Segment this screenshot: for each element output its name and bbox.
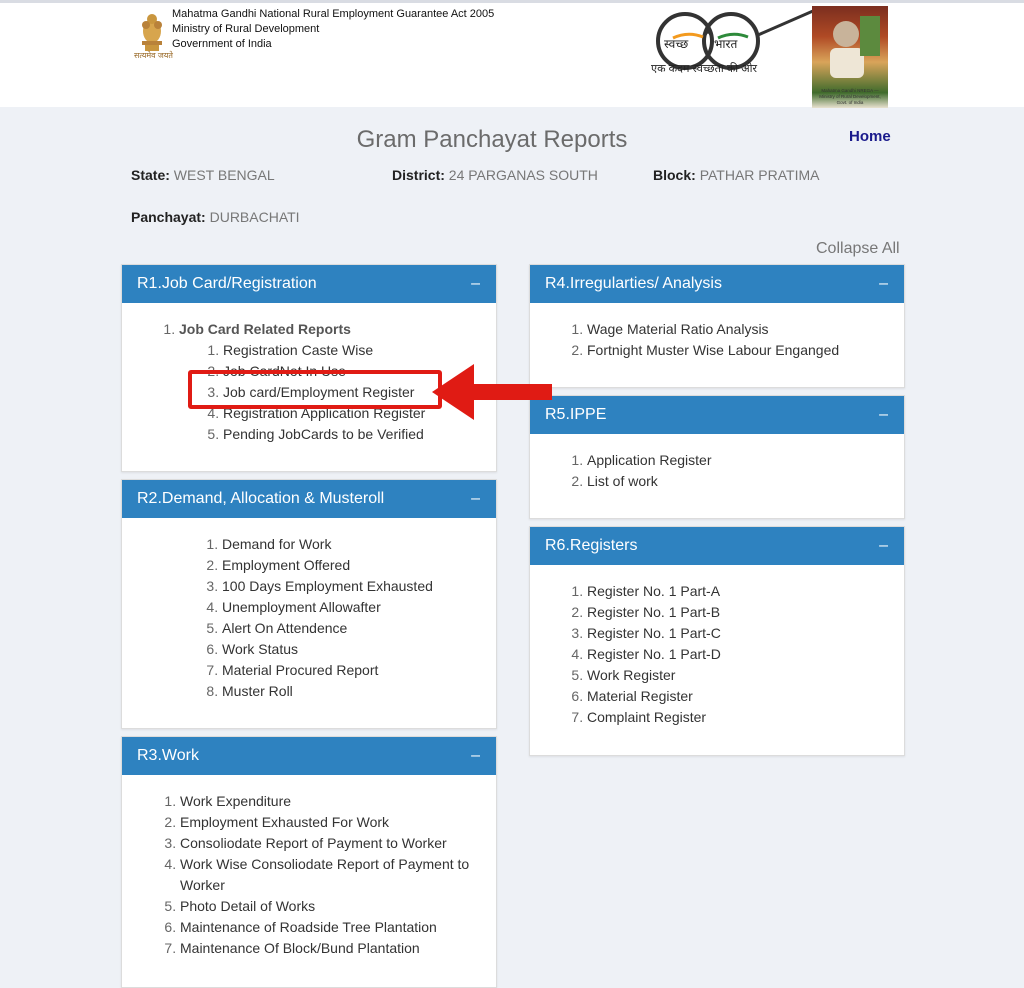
panel-r5-ippe [529,395,905,519]
report-link[interactable]: 2. List of work [587,471,904,492]
panel-r5-header[interactable] [530,396,904,434]
report-link[interactable]: 1. Wage Material Ratio Analysis [587,319,904,340]
report-link[interactable]: 5. Alert On Attendence [222,618,496,639]
emblem-motto: सत्यमेव जयते [134,51,173,60]
report-link[interactable]: 5. Work Register [587,665,904,686]
mgnrega-caption: Mahatma Gandhi NREGA — Ministry of Rural Development, Govt. of India [819,88,881,105]
block-label: Block: [653,167,696,183]
collapse-toggle-icon[interactable]: – [879,275,888,292]
panel-r2-header[interactable] [122,480,496,518]
panchayat-value: DURBACHATI [209,209,300,225]
red-arrow-icon [430,360,556,420]
swachh-word: स्वच्छ [664,37,689,51]
collapse-toggle-icon[interactable]: – [879,537,888,554]
report-link-job-card-employment-register[interactable]: 3. Job card/Employment Register [223,382,496,403]
report-link[interactable]: 5. Photo Detail of Works [180,896,482,917]
block-info [653,167,819,183]
panel-r2-title: R2.Demand, Allocation & Musteroll [137,490,385,507]
report-link[interactable]: 2. Job CardNot In Use [223,361,496,382]
report-link[interactable]: 3. Register No. 1 Part-C [587,623,904,644]
block-value: PATHAR PRATIMA [699,167,820,183]
report-link[interactable]: 6. Maintenance of Roadside Tree Plantation [180,917,482,938]
job-card-group-label: Job Card Related Reports [179,321,351,337]
report-link[interactable]: 2. Fortnight Muster Wise Labour Enganged [587,340,904,361]
report-link[interactable]: 6. Work Status [222,639,496,660]
panel-r6-header[interactable] [530,527,904,565]
panel-r5-list [530,434,904,492]
highlight-box [188,370,442,409]
report-link[interactable]: 1. Register No. 1 Part-A [587,581,904,602]
collapse-toggle-icon[interactable]: – [471,490,480,507]
home-link[interactable]: Home [849,128,891,145]
report-link[interactable]: 1. Registration Caste Wise [223,340,496,361]
ministry-name: Ministry of Rural Development [172,23,320,35]
panel-r4-title: R4.Irregularties/ Analysis [545,275,722,292]
panchayat-label: Panchayat: [131,209,206,225]
panel-r4-header[interactable] [530,265,904,303]
panel-r4-list [530,303,904,361]
report-link[interactable]: 7. Maintenance Of Block/Bund Plantation [180,938,482,959]
panel-r3-title: R3.Work [137,747,199,764]
report-link[interactable]: 4. Work Wise Consoliodate Report of Payment to Worker [180,854,482,896]
report-link[interactable]: 8. Muster Roll [222,681,496,702]
report-link[interactable]: 4. Unemployment Allowafter [222,597,496,618]
act-name: Mahatma Gandhi National Rural Employment Guarantee Act 2005 [172,8,495,20]
panel-r1-header[interactable] [122,265,496,303]
bharat-word: भारत [714,37,738,51]
report-link[interactable]: 2. Employment Offered [222,555,496,576]
panel-r4-irregularities [529,264,905,388]
state-info [131,167,275,183]
collapse-all-link[interactable]: Collapse All [816,240,900,257]
panel-r6-list [530,565,904,728]
report-link[interactable]: 3. 100 Days Employment Exhausted [222,576,496,597]
gandhi-portrait-icon [812,6,888,86]
page-title: Gram Panchayat Reports [356,126,628,153]
district-value: 24 PARGANAS SOUTH [448,167,598,183]
district-info [392,167,598,183]
header-org-text [172,7,494,52]
collapse-toggle-icon[interactable]: – [471,747,480,764]
panel-r1-title: R1.Job Card/Registration [137,275,317,292]
report-link[interactable]: 7. Material Procured Report [222,660,496,681]
panel-r3-work [121,736,497,988]
panel-r3-header[interactable] [122,737,496,775]
site-header [0,3,1024,107]
panchayat-info [131,209,300,225]
swachh-tagline: एक कदम स्वच्छता की ओर [651,63,757,75]
report-link[interactable]: 2. Register No. 1 Part-B [587,602,904,623]
report-link[interactable]: 1. Demand for Work [222,534,496,555]
panel-r6-registers [529,526,905,756]
report-link[interactable]: 4. Register No. 1 Part-D [587,644,904,665]
report-link[interactable]: 4. Registration Application Register [223,403,496,424]
report-link[interactable]: 1. Application Register [587,450,904,471]
state-label: State: [131,167,170,183]
report-link[interactable]: 5. Pending JobCards to be Verified [223,424,496,445]
panel-r3-list [122,775,496,959]
panel-r5-title: R5.IPPE [545,406,607,423]
report-link[interactable]: 7. Complaint Register [587,707,904,728]
report-link[interactable]: 2. Employment Exhausted For Work [180,812,482,833]
report-link[interactable]: 3. Consoliodate Report of Payment to Worker [180,833,482,854]
state-value: WEST BENGAL [173,167,275,183]
government-name: Government of India [172,38,272,50]
report-link[interactable]: 1. Work Expenditure [180,791,482,812]
collapse-toggle-icon[interactable]: – [471,275,480,292]
report-link[interactable]: 6. Material Register [587,686,904,707]
panel-r6-title: R6.Registers [545,537,638,554]
collapse-toggle-icon[interactable]: – [879,406,888,423]
panel-r2-demand [121,479,497,729]
panel-r2-list [122,518,496,702]
mgnrega-logo [812,6,888,108]
district-label: District: [392,167,445,183]
